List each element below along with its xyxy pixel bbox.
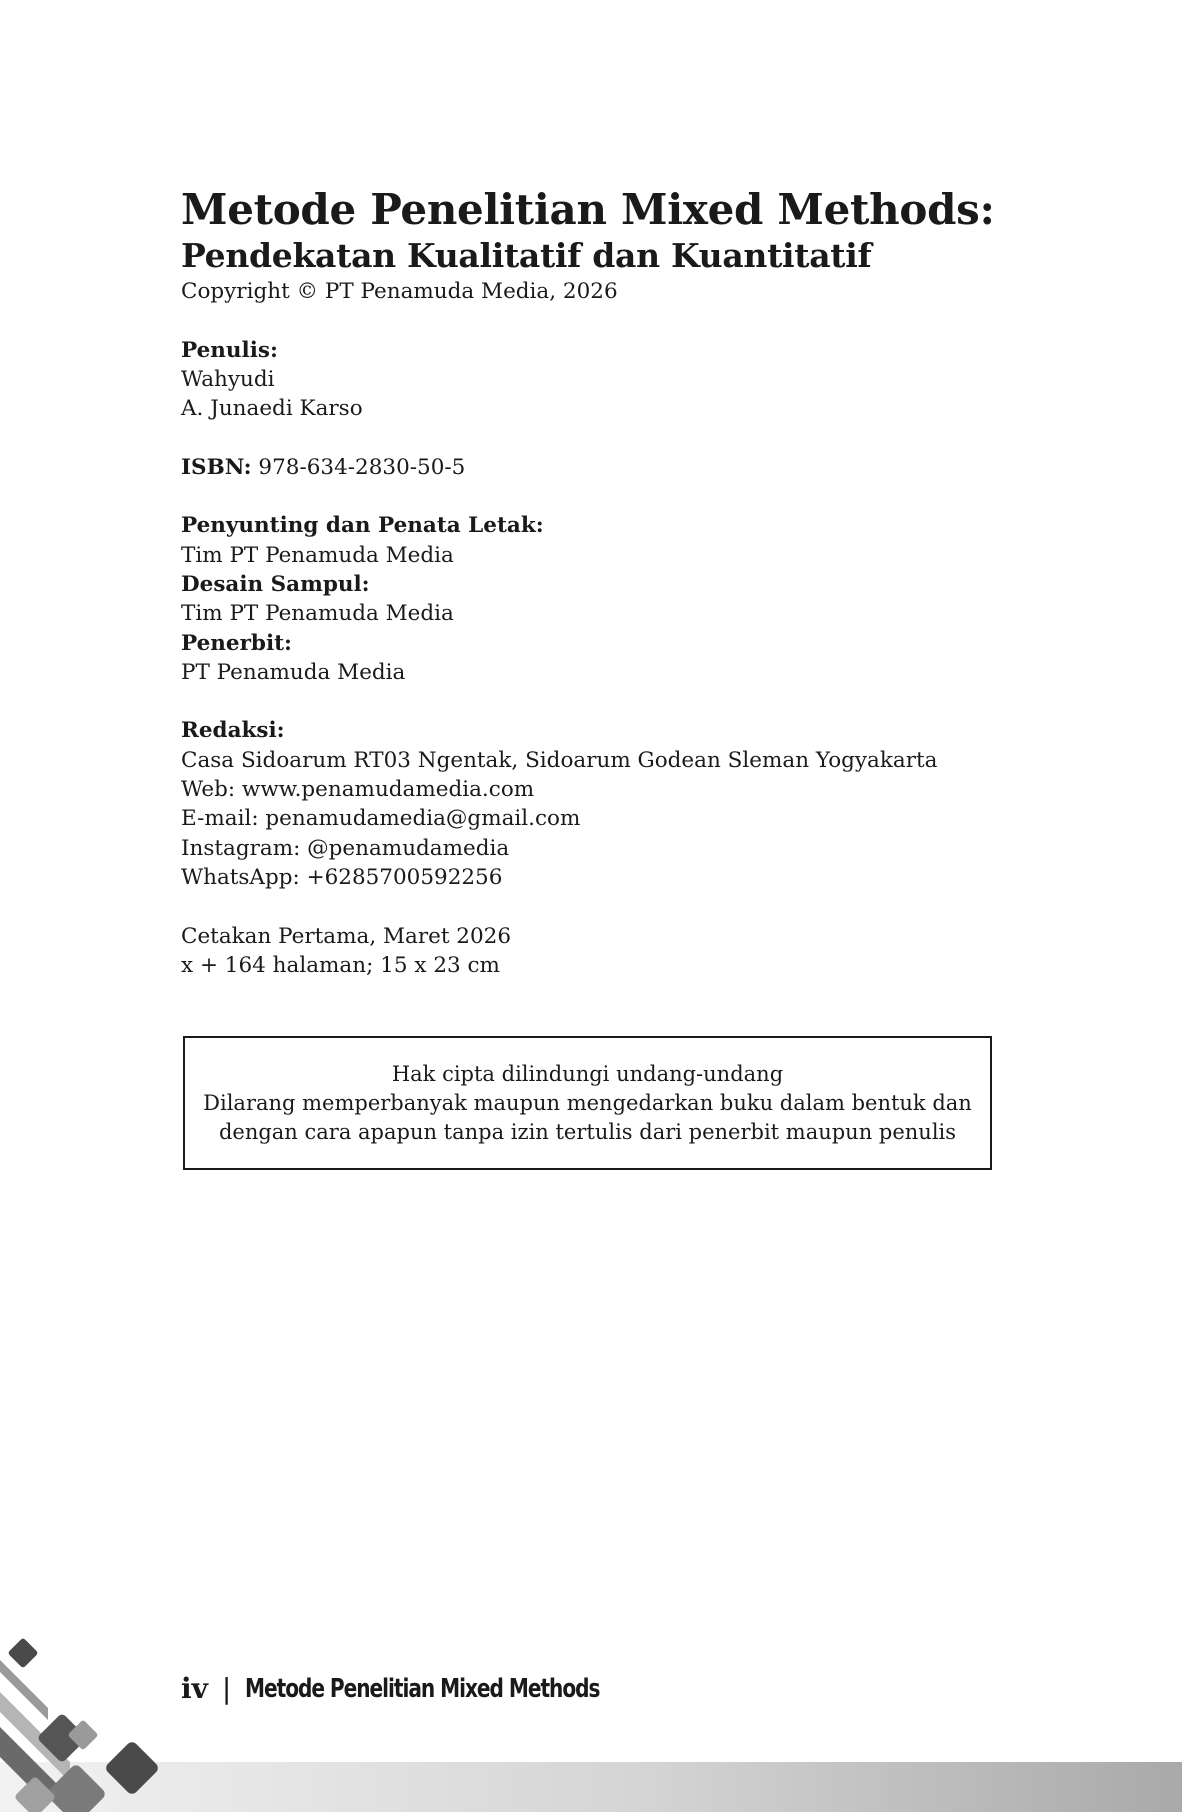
- copyright-line: Copyright © PT Penamuda Media, 2026: [181, 279, 618, 304]
- deco-square: [7, 1637, 38, 1668]
- isbn-line: [181, 453, 1031, 482]
- editor-value: Tim PT Penamuda Media: [181, 542, 454, 568]
- deco-square: [45, 1763, 107, 1812]
- redaksi-email: E-mail: penamudamedia@gmail.com: [181, 806, 581, 832]
- redaksi-web: Web: www.penamudamedia.com: [181, 777, 535, 803]
- notice-line: Hak cipta dilindungi undang-undang: [391, 1061, 784, 1086]
- book-subtitle: Pendekatan Kualitatif dan Kuantitatif: [181, 236, 872, 275]
- publisher-value: PT Penamuda Media: [181, 659, 406, 685]
- book-title: Metode Penelitian Mixed Methods:: [181, 185, 995, 234]
- edition-printing: Cetakan Pertama, Maret 2026: [181, 923, 512, 949]
- page-footer: [181, 1672, 658, 1705]
- deco-square: [104, 1740, 161, 1797]
- publisher-label: Penerbit:: [181, 630, 292, 656]
- running-title: Metode Penelitian Mixed Methods: [245, 1673, 600, 1704]
- notice-line: Dilarang memperbanyak maupun mengedarkan buku dalam bentuk dan: [203, 1090, 972, 1115]
- redaksi-whatsapp: WhatsApp: +6285700592256: [181, 864, 503, 890]
- footer-separator: |: [221, 1672, 232, 1705]
- copyright-page-content: [181, 185, 1031, 980]
- isbn-value: 978-634-2830-50-5: [251, 454, 466, 480]
- author-name: A. Junaedi Karso: [181, 396, 363, 422]
- page-number: iv: [181, 1672, 208, 1705]
- edition-pages: x + 164 halaman; 15 x 23 cm: [181, 952, 500, 978]
- authors-label: Penulis:: [181, 337, 278, 363]
- isbn-label: ISBN:: [181, 454, 252, 480]
- redaksi-address: Casa Sidoarum RT03 Ngentak, Sidoarum Godean Sleman Yogyakarta: [181, 747, 938, 773]
- copyright-notice-box: [183, 1036, 992, 1170]
- notice-line: dengan cara apapun tanpa izin tertulis dari penerbit maupun penulis: [218, 1119, 957, 1144]
- redaksi-instagram: Instagram: @penamudamedia: [181, 835, 510, 861]
- author-name: Wahyudi: [181, 366, 275, 392]
- corner-decoration: [0, 1632, 180, 1812]
- cover-design-value: Tim PT Penamuda Media: [181, 601, 454, 627]
- editor-label: Penyunting dan Penata Letak:: [181, 513, 544, 539]
- redaksi-label: Redaksi:: [181, 718, 285, 744]
- cover-design-label: Desain Sampul:: [181, 571, 370, 597]
